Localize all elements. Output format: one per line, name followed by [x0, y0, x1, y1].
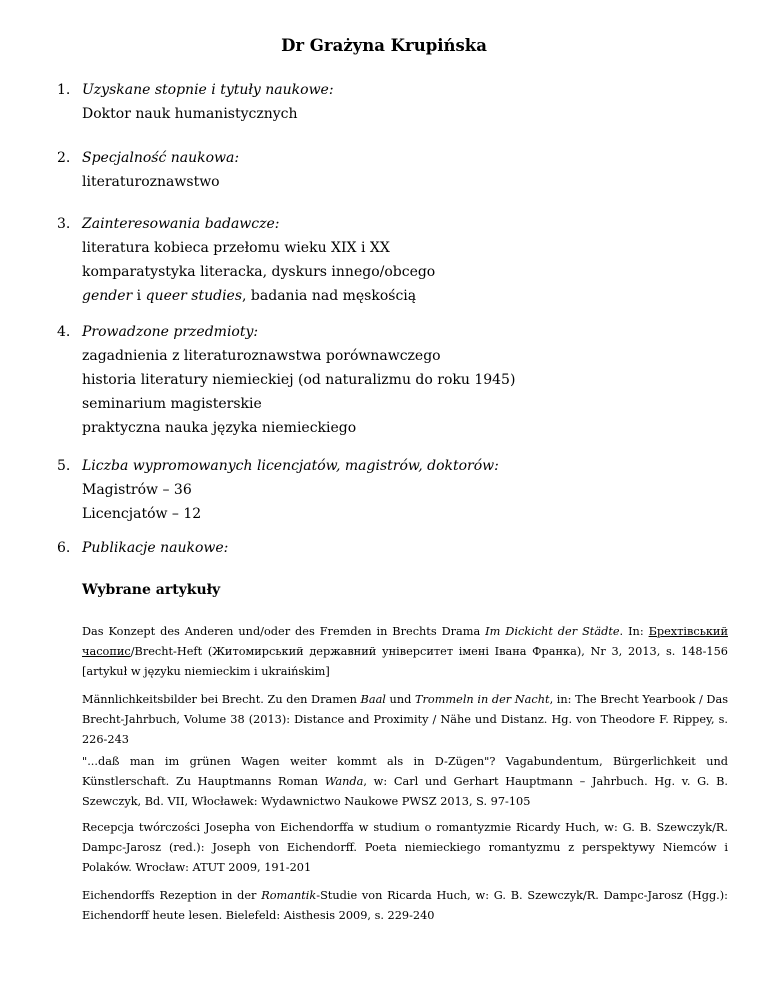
section-number: 3.: [57, 216, 71, 232]
article-entry: Männlichkeitsbilder bei Brecht. Zu den Dramen Baal und Trommeln in der Nacht, in: The Brecht Yearbook / Das Brecht-Jahrbuch, Volume 38 (2013): Distance and Proximity / Nähe und Distanz. Hg. von Theodore F. Rippey, s. 226-243: [82, 693, 729, 746]
section-heading: Specjalność naukowa:: [82, 150, 240, 166]
section-line: gender i queer studies, badania nad męskością: [82, 288, 417, 304]
section-heading: Liczba wypromowanych licencjatów, magistrów, doktorów:: [82, 458, 499, 474]
section-line: literatura kobieca przełomu wieku XIX i XX: [82, 240, 390, 256]
journal-link[interactable]: Брехтівський часопис: [82, 625, 728, 658]
section-line: seminarium magisterskie: [82, 396, 262, 412]
section-line: Licencjatów – 12: [82, 506, 202, 522]
article-entry: Eichendorffs Rezeption in der Romantik-Studie von Ricarda Huch, w: G. B. Szewczyk/R. Dampc-Jarosz (Hgg.): Eichendorff heute lesen. Bielefeld: Aisthesis 2009, s. 229-240: [82, 889, 728, 922]
section-line: praktyczna nauka języka niemieckiego: [82, 420, 357, 436]
page-title: Dr Grażyna Krupińska: [281, 36, 487, 55]
article-entry: Recepcja twórczości Josepha von Eichendorffa w studium o romantyzmie Ricardy Huch, w: G. B. Szewczyk/R. Dampc-Jarosz (red.): Joseph von Eichendorff. Poeta niemieckiego romantyzmu z perspektywy Niemców i Polaków. Wrocław: ATUT 2009, 191-201: [82, 821, 728, 874]
section-heading: Publikacje naukowe:: [82, 540, 229, 556]
section-number: 4.: [57, 324, 71, 340]
article-entry: "...daß man im grünen Wagen weiter kommt als in D-Zügen"? Vagabundentum, Bürgerlichkeit und Künstlerschaft. Zu Hauptmanns Roman Wanda, w: Carl und Gerhart Hauptmann – Jahrbuch. Hg. v. G. B. Szewczyk, Bd. VII, Włocławek: Wydawnictwo Naukowe PWSZ 2013, S. 97-105: [82, 755, 728, 808]
section-number: 5.: [57, 458, 71, 474]
section-heading: Zainteresowania badawcze:: [82, 216, 280, 232]
section-line: Doktor nauk humanistycznych: [82, 106, 298, 122]
section-line: Magistrów – 36: [82, 482, 192, 498]
section-line: komparatystyka literacka, dyskurs innego/obcego: [82, 264, 436, 280]
section-number: 1.: [57, 82, 71, 98]
section-number: 2.: [57, 150, 71, 166]
selected-articles-heading: Wybrane artykuły: [82, 582, 221, 598]
section-line: historia literatury niemieckiej (od naturalizmu do roku 1945): [82, 372, 516, 388]
article-entry: Das Konzept des Anderen und/oder des Fremden in Brechts Drama Im Dickicht der Städte. In: Брехтівський часопис/Brecht-Heft (Житомирський державний університет імені Івана Франка), Nr 3, 2013, s. 148-156 [artykuł w języku niemieckim i ukraińskim]: [82, 625, 728, 678]
section-line: literaturoznawstwo: [82, 174, 220, 190]
section-heading: Uzyskane stopnie i tytuły naukowe:: [82, 82, 334, 98]
section-number: 6.: [57, 540, 71, 556]
section-line: zagadnienia z literaturoznawstwa porównawczego: [82, 348, 441, 364]
section-heading: Prowadzone przedmioty:: [82, 324, 259, 340]
